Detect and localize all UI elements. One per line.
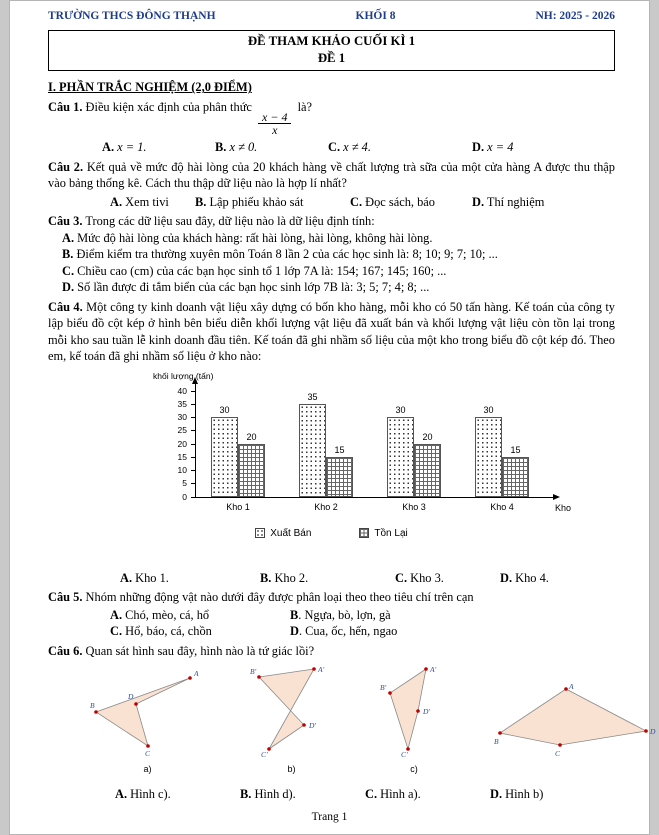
option-text: Lập phiếu khảo sát: [209, 194, 304, 209]
question-4-text: Một công ty kinh doanh vật liệu xây dựng có bốn kho hàng, mỗi kho có 50 tấn hàng. Kế toán của công ty lập biểu đồ cột kép ở hình bên biểu diễn khối lượng vật liệu đã xuất bán và khối lượng vật liệu còn tồn lại trong mỗi kho sau tuần lễ kinh doanh đầu tiên. Kế toán đã ghi nhầm số liệu của một kho trong biểu đồ cột kép đó. Theo em, kế toán đã ghi nhầm số liệu ở kho nào:: [48, 299, 615, 363]
legend-item-xuat-ban: [255, 527, 311, 540]
question-2-label: Câu 2.: [48, 159, 84, 174]
vertex-dot: [312, 667, 316, 671]
vertex-label: A: [569, 682, 574, 692]
vertex-dot: [134, 702, 138, 706]
school-name: TRƯỜNG THCS ĐÔNG THẠNH: [48, 10, 216, 22]
geometry-figure: [494, 681, 659, 776]
question-3-option-c: [48, 263, 615, 280]
option-text: Số lần được đi tắm biển của các bạn học sinh lớp 7B là: 3; 5; 7; 4; 8; ...: [77, 280, 430, 294]
bar-dots: [211, 417, 238, 497]
legend-label: Tồn Lại: [374, 527, 408, 539]
fraction-numerator: x − 4: [258, 111, 291, 125]
dotted-pattern-swatch-icon: [255, 528, 265, 538]
bar-dots: [299, 404, 326, 497]
fraction-denominator: x: [272, 123, 278, 138]
option-d: [490, 786, 543, 803]
vertex-dot: [94, 710, 98, 714]
option-letter: B.: [195, 194, 207, 209]
option-text: Kho 1.: [135, 570, 169, 585]
option-d: [472, 194, 544, 211]
option-letter: B.: [260, 570, 272, 585]
grid-pattern-swatch-icon: [359, 528, 369, 538]
option-letter: C.: [62, 263, 75, 278]
option-letter: C.: [350, 194, 363, 209]
vertex-dot: [257, 675, 261, 679]
bar-value-label: 15: [510, 444, 521, 455]
vertex-label: B: [494, 737, 499, 747]
question-4-options: [48, 570, 615, 587]
bar-grid: [326, 457, 353, 497]
bar-value-label: 30: [483, 404, 494, 415]
vertex-label: A': [318, 665, 325, 675]
y-tick-mark: [191, 470, 195, 471]
y-tick-label: 10: [177, 465, 187, 475]
question-2: [48, 159, 615, 192]
option-letter: D.: [472, 140, 485, 154]
figure-caption: [494, 765, 659, 776]
option-text: Hình a).: [380, 786, 421, 801]
question-5-label: Câu 5.: [48, 590, 83, 605]
bar-grid: [414, 444, 441, 497]
question-2-text: Kết quả về mức độ hài lòng của 20 khách hàng về chất lượng trà sữa của một cửa hàng A được thu thập vào bảng thống kê. Cách thu thập dữ liệu nào là hợp lí nhất?: [48, 159, 615, 190]
exam-title-box: [48, 30, 615, 71]
legend-item-ton-lai: [359, 527, 407, 540]
option-text: Hình b): [505, 786, 544, 801]
bar-grid: [238, 444, 265, 497]
quadrilateral-shape: [390, 669, 426, 749]
document-header: [48, 9, 615, 24]
option-text: Thí nghiệm: [486, 194, 545, 209]
question-1-text: Điều kiện xác định của phân thức: [85, 99, 252, 114]
vertex-dot: [188, 676, 192, 680]
option-a: [102, 139, 215, 156]
grade-label: KHỐI 8: [355, 10, 396, 22]
question-3: [48, 213, 615, 230]
option-b: [195, 194, 350, 211]
option-text: Chó, mèo, cá, hổ: [125, 607, 210, 622]
x-axis: [195, 497, 553, 498]
option-a: [110, 607, 290, 624]
vertex-label: A: [194, 669, 199, 679]
question-3-option-a: [48, 230, 615, 247]
x-category-label: Kho 1: [226, 501, 250, 512]
option-letter: A.: [110, 194, 123, 209]
x-category-label: Kho 4: [490, 501, 514, 512]
school-year: NH: 2025 - 2026: [535, 10, 615, 22]
bar-value-label: 30: [219, 404, 230, 415]
question-5-text: Nhóm những động vật nào dưới đây được phân loại theo theo tiêu chí trên cạn: [85, 590, 474, 605]
question-1-text-after: là?: [297, 99, 313, 114]
option-letter: A.: [102, 140, 115, 154]
x-axis-arrow-icon: [553, 494, 560, 500]
question-1: [48, 99, 615, 137]
y-tick-label: 5: [182, 478, 187, 489]
option-letter: A.: [120, 570, 133, 585]
vertex-label: B': [380, 683, 387, 693]
vertex-label: C': [261, 750, 268, 760]
y-axis-title: khối lượng (tấn): [153, 370, 214, 381]
y-tick-mark: [191, 483, 195, 484]
y-tick-mark: [191, 430, 195, 431]
x-category-label: Kho 2: [314, 501, 338, 512]
option-b: [290, 607, 615, 624]
question-4-label: Câu 4.: [48, 299, 83, 314]
option-text: Kho 2.: [274, 570, 309, 585]
option-letter: C.: [110, 624, 123, 639]
bar-value-label: 15: [334, 444, 345, 455]
option-letter: C.: [365, 786, 378, 801]
x-axis-label: Kho: [555, 502, 572, 513]
question-3-text: Trong các dữ liệu sau đây, dữ liệu nào là dữ liệu định tính:: [85, 214, 375, 228]
exam-title: ĐỀ THAM KHẢO CUỐI KÌ 1: [247, 34, 416, 49]
chart-legend: [48, 527, 615, 540]
vertex-dot: [388, 691, 392, 695]
vertex-label: C: [555, 749, 561, 759]
y-tick-label: 15: [177, 451, 187, 462]
option-c: [328, 139, 472, 156]
y-tick-mark: [191, 417, 195, 418]
question-6-label: Câu 6.: [48, 643, 83, 658]
option-text: x ≠ 0.: [229, 140, 258, 154]
option-b: [215, 139, 328, 156]
option-text: . Cua, ốc, hến, ngao: [298, 624, 398, 639]
option-a: [120, 570, 260, 587]
vertex-label: C': [401, 750, 408, 760]
question-6-text: Quan sát hình sau đây, hình nào là tứ giác lồi?: [85, 643, 315, 658]
question-2-options: [48, 194, 615, 211]
option-a: [115, 786, 240, 803]
legend-label: Xuất Bán: [270, 527, 312, 539]
option-text: . Ngựa, bò, lợn, gà: [298, 607, 391, 622]
option-text: Hổ, báo, cá, chồn: [125, 624, 212, 639]
quadrilateral-drawing: [90, 666, 205, 758]
figure-caption: a): [143, 763, 152, 774]
vertex-dot: [644, 729, 648, 733]
figure-caption: b): [287, 763, 296, 774]
y-tick-mark: [191, 497, 195, 498]
quadrilateral-shape: [500, 689, 646, 745]
geometry-figure: [249, 663, 334, 775]
option-d: [500, 570, 549, 587]
y-tick-label: 35: [177, 398, 187, 409]
geometry-figure: [90, 666, 205, 775]
quadrilateral-drawing: [249, 663, 334, 758]
question-1-options: [48, 139, 615, 156]
option-d: [290, 623, 615, 640]
option-text: x ≠ 4.: [343, 140, 371, 154]
y-axis: [195, 384, 196, 497]
bar-dots: [475, 417, 502, 497]
quadrilateral-shape: [96, 678, 190, 746]
option-letter: D: [290, 624, 299, 639]
vertex-dot: [416, 709, 420, 713]
vertex-dot: [564, 687, 568, 691]
vertex-label: D': [423, 707, 431, 717]
option-text: Kho 4.: [515, 570, 549, 585]
question-5: [48, 589, 615, 606]
option-text: Kho 3.: [410, 570, 444, 585]
y-tick-mark: [191, 444, 195, 445]
quadrilateral-drawing: [378, 663, 450, 758]
option-b: [240, 786, 365, 803]
option-text: x = 4: [487, 140, 514, 154]
option-letter: A.: [115, 786, 128, 801]
option-text: Điểm kiểm tra thường xuyên môn Toán 8 lần 2 của các học sinh là: 8; 10; 9; 7; 10; ...: [76, 247, 498, 261]
y-tick-label: 30: [177, 412, 187, 422]
option-text: Mức độ hài lòng của khách hàng: rất hài lòng, hài lòng, không hài lòng.: [77, 230, 433, 245]
y-tick-mark: [191, 404, 195, 405]
question-1-label: Câu 1.: [48, 99, 83, 114]
bar-value-label: 35: [307, 391, 318, 402]
option-c: [350, 194, 472, 211]
option-c: [395, 570, 500, 587]
option-c: [110, 623, 290, 640]
y-tick-label: 0: [182, 491, 187, 502]
question-6-options: [48, 786, 615, 803]
bar-chart: [143, 371, 613, 519]
y-tick-mark: [191, 391, 195, 392]
option-letter: B.: [62, 247, 74, 261]
option-d: [472, 139, 513, 156]
figure-row: [90, 663, 656, 775]
vertex-label: D: [650, 727, 656, 737]
exam-subtitle: ĐỀ 1: [317, 51, 346, 66]
vertex-dot: [146, 744, 150, 748]
quadrilateral-shape: [259, 669, 317, 749]
option-letter: C.: [328, 140, 341, 154]
vertex-dot: [558, 743, 562, 747]
vertex-label: A': [430, 665, 437, 675]
bar-value-label: 20: [422, 431, 433, 442]
vertex-dot: [302, 723, 306, 727]
y-tick-label: 40: [177, 385, 187, 396]
option-letter: D.: [490, 786, 503, 801]
question-6: [48, 643, 615, 660]
bar-dots: [387, 417, 414, 497]
y-tick-mark: [191, 457, 195, 458]
option-text: Hình c).: [130, 786, 171, 801]
option-text: Xem tivi: [125, 194, 169, 209]
option-c: [365, 786, 490, 803]
option-text: Đọc sách, báo: [365, 194, 435, 209]
option-letter: D.: [472, 194, 485, 209]
vertex-dot: [267, 747, 271, 751]
exam-page: [9, 0, 656, 835]
question-4: [48, 299, 615, 365]
option-letter: D.: [500, 570, 513, 585]
option-letter: A.: [110, 607, 123, 622]
option-letter: A.: [62, 230, 75, 245]
option-letter: B.: [240, 786, 252, 801]
option-text: Hình d).: [254, 786, 296, 801]
vertex-label: D: [128, 692, 134, 702]
vertex-dot: [498, 731, 502, 735]
vertex-label: D': [309, 721, 317, 731]
section-heading: I. PHẦN TRẮC NGHIỆM (2,0 ĐIỂM): [48, 80, 252, 95]
bar-value-label: 30: [395, 404, 406, 415]
option-letter: B.: [215, 140, 227, 154]
vertex-dot: [424, 667, 428, 671]
option-b: [260, 570, 395, 587]
option-a: [110, 194, 195, 211]
option-letter: B: [290, 607, 299, 622]
bar-grid: [502, 457, 529, 497]
fraction: [258, 111, 291, 137]
page-number: Trang 1: [311, 810, 348, 823]
option-letter: C.: [395, 570, 408, 585]
geometry-figure: [378, 663, 450, 775]
bar-value-label: 20: [246, 431, 257, 442]
question-3-option-d: [48, 279, 615, 296]
y-axis-arrow-icon: [192, 377, 198, 384]
question-5-options: [48, 607, 615, 640]
option-text: x = 1.: [117, 140, 147, 154]
y-tick-label: 25: [177, 425, 187, 436]
quadrilateral-drawing: [494, 681, 659, 759]
x-category-label: Kho 3: [402, 501, 426, 512]
vertex-label: B: [90, 701, 95, 711]
question-3-option-b: [48, 246, 615, 263]
question-3-label: Câu 3.: [48, 214, 83, 228]
vertex-label: B': [250, 667, 257, 677]
option-text: Chiều cao (cm) của các bạn học sinh tổ 1 lớp 7A là: 154; 167; 145; 160; ...: [77, 263, 447, 278]
y-tick-label: 20: [177, 438, 187, 449]
figure-caption: c): [410, 763, 418, 774]
option-letter: D.: [62, 280, 75, 294]
vertex-label: C: [145, 749, 151, 759]
